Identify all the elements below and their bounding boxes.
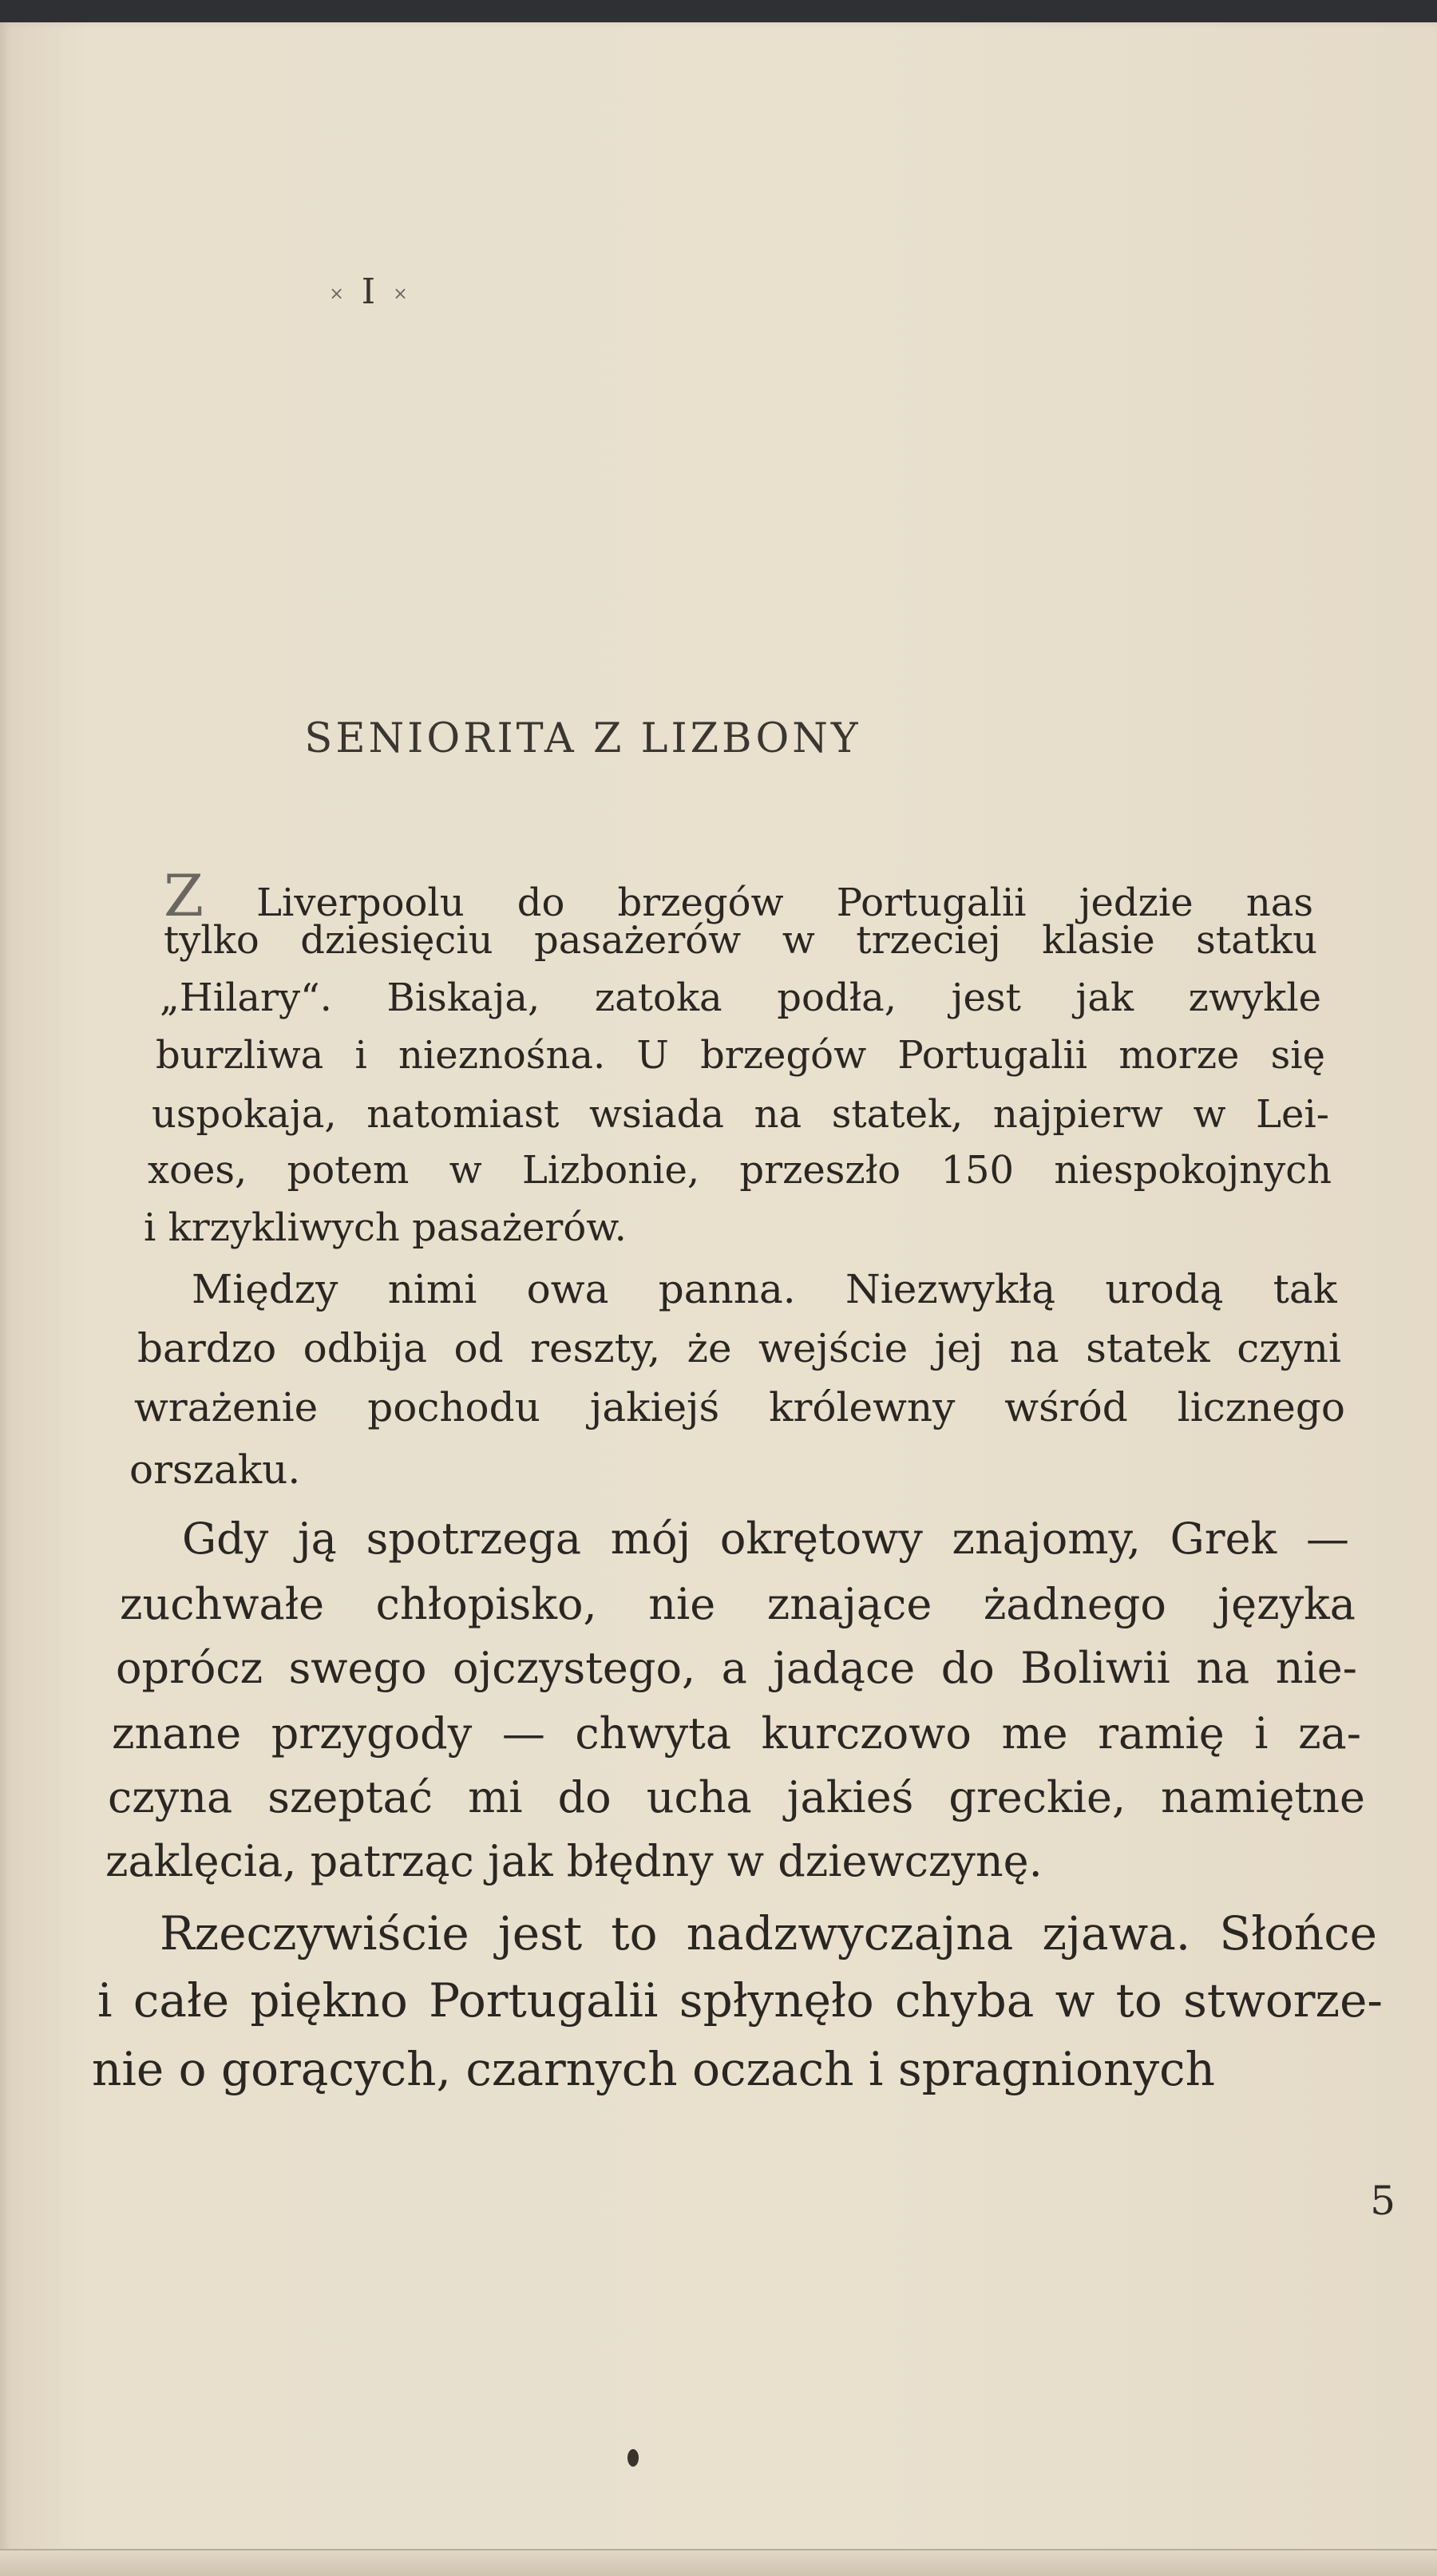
text-line: zuchwałe chłopisko, nie znające żadnego języka (120, 1579, 1356, 1629)
text-line: Z Liverpoolu do brzegów Portugalii jedzie nas (164, 862, 1313, 929)
ornament-right: × (393, 284, 410, 304)
text-line: nie o gorących, czarnych oczach i spragnionych (92, 2042, 1215, 2096)
book-page (0, 22, 1437, 2576)
text-line: Gdy ją spotrzega mój okrętowy znajomy, Grek — (182, 1514, 1349, 1564)
text-line: wrażenie pochodu jakiejś królewny wśród licznego (134, 1384, 1345, 1430)
chapter-numeral: I (361, 271, 378, 312)
text-line: uspokaja, natomiast wsiada na statek, najpierw w Lei- (152, 1092, 1329, 1137)
ornament-left: × (329, 284, 346, 304)
text-line: Rzeczywiście jest to nadzwyczajna zjawa. Słońce (160, 1906, 1377, 1961)
text-line: zaklęcia, patrząc jak błędny w dziewczynę. (105, 1836, 1043, 1886)
text-line: xoes, potem w Lizbonie, przeszło 150 niespokojnych (148, 1148, 1332, 1193)
text-line: tylko dziesięciu pasażerów w trzeciej klasie statku (164, 918, 1317, 963)
text-line: i krzykliwych pasażerów. (144, 1205, 627, 1250)
page-number: 5 (1370, 2178, 1395, 2224)
chapter-number (0, 271, 738, 312)
ink-dot (627, 2449, 639, 2467)
text-line: czyna szeptać mi do ucha jakieś greckie, namiętne (108, 1772, 1365, 1822)
text-line: bardzo odbija od reszty, że wejście jej na statek czyni (137, 1325, 1341, 1371)
initial-letter: Z (164, 862, 204, 929)
text-line: znane przygody — chwyta kurczowo me ramię i za- (112, 1708, 1361, 1759)
text-line: „Hilary“. Biskaja, zatoka podła, jest jak zwykle (160, 975, 1321, 1020)
text-line: oprócz swego ojczystego, a jadące do Boliwii na nie- (116, 1643, 1357, 1693)
text-line: Między nimi owa panna. Niezwykłą urodą tak (192, 1266, 1337, 1312)
text-line: burzliwa i nieznośna. U brzegów Portugalii morze się (156, 1033, 1325, 1078)
chapter-title: SENIORITA Z LIZBONY (304, 715, 861, 762)
text-line: i całe piękno Portugalii spłynęło chyba w to stworze- (97, 1973, 1383, 2028)
page-bottom-edge (0, 2549, 1437, 2576)
text-line: orszaku. (129, 1446, 301, 1493)
